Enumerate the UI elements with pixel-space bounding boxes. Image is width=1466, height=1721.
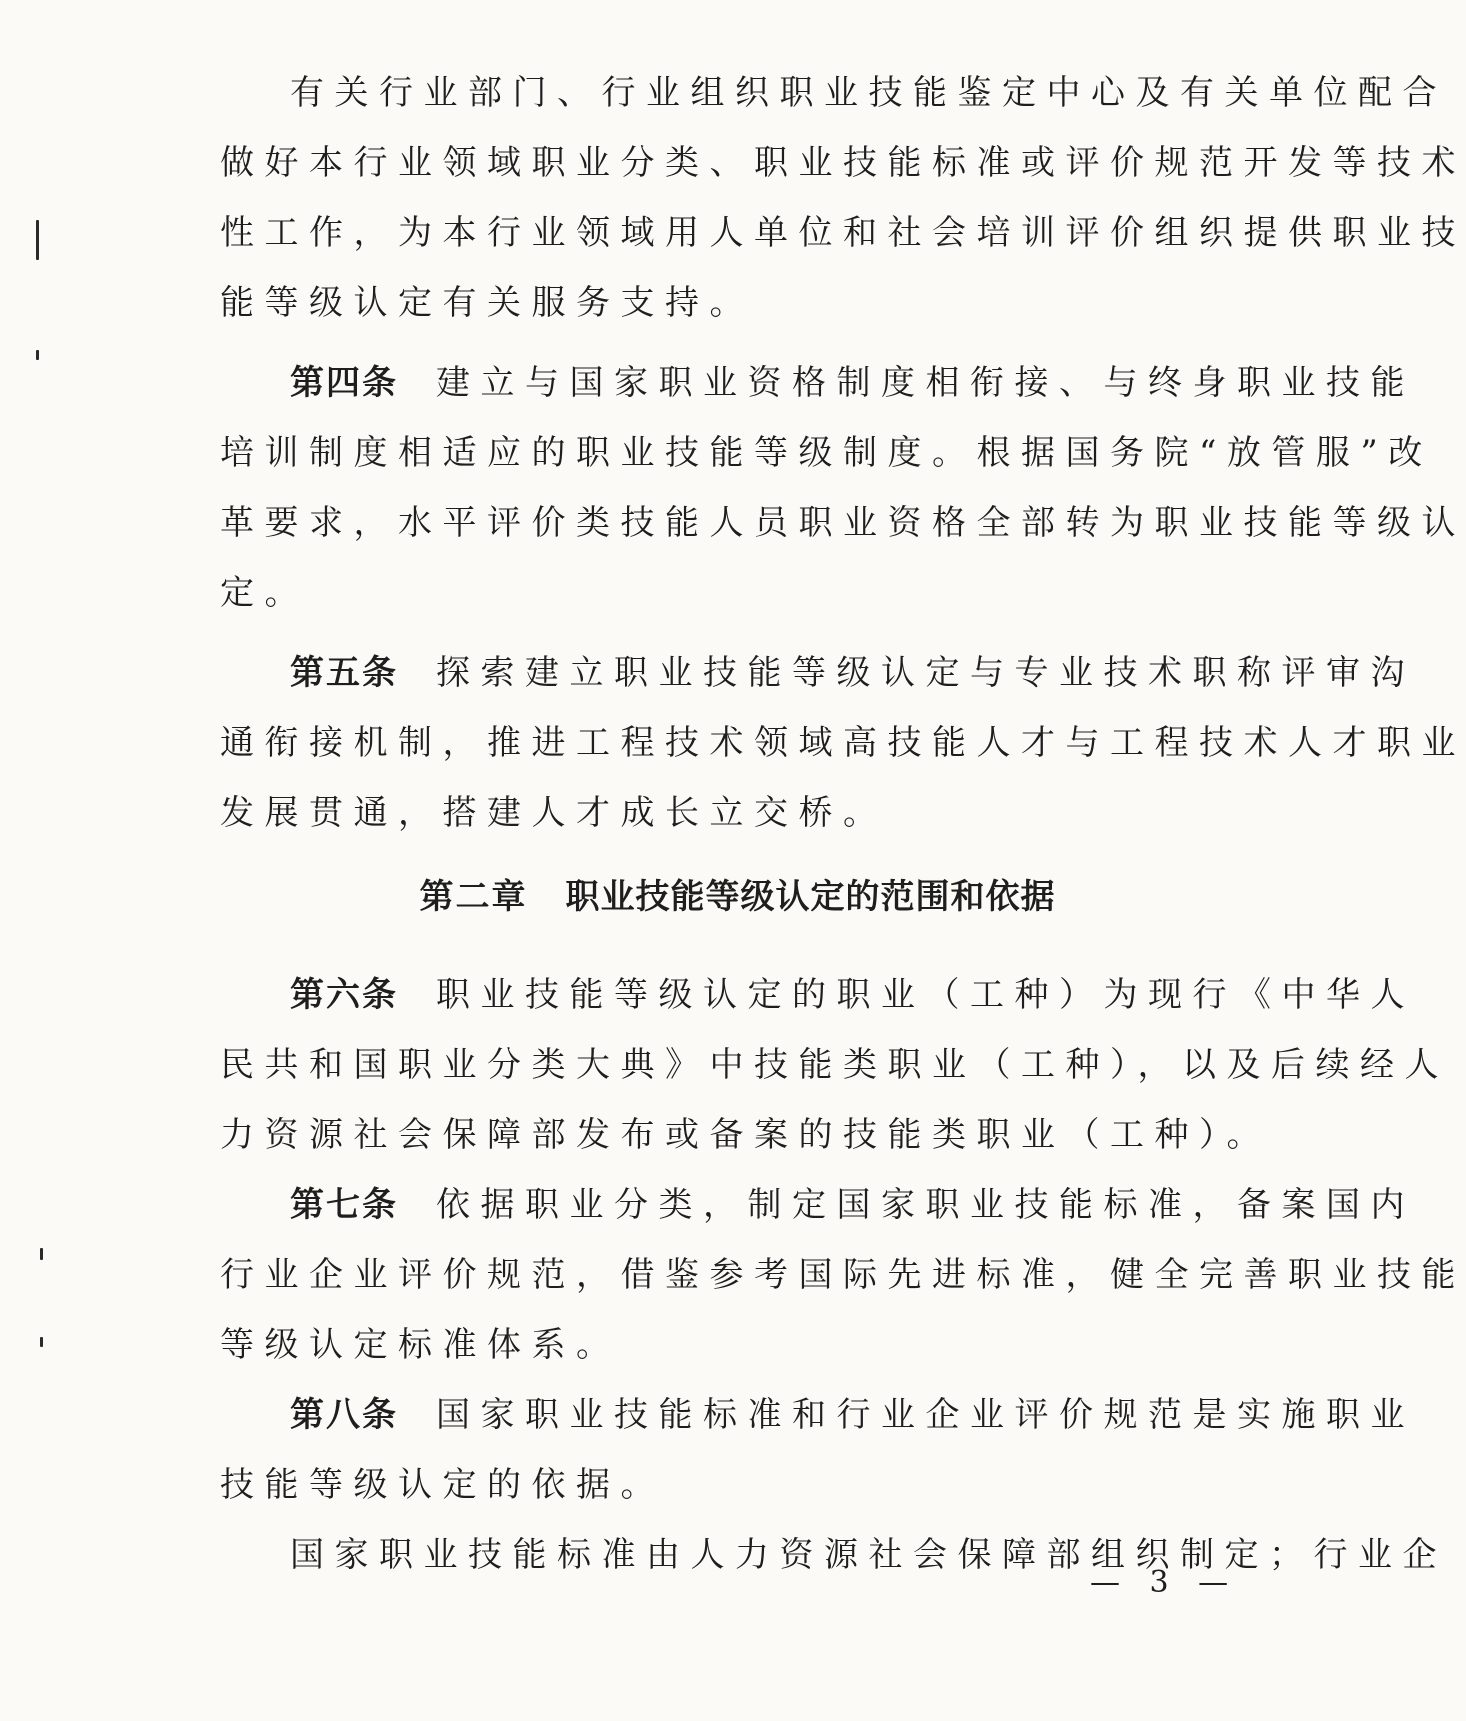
text-line: 通衔接机制，推进工程技术领域高技能人才与工程技术人才职业 xyxy=(220,723,1466,763)
article-4 xyxy=(220,348,1466,628)
text-line: 培训制度相适应的职业技能等级制度。根据国务院“放管服”改 xyxy=(220,433,1433,473)
text-line: 有关行业部门、行业组织职业技能鉴定中心及有关单位配合 xyxy=(290,73,1447,113)
text-segment: 依据职业分类，制定国家职业技能标准，备案国内 xyxy=(436,1185,1415,1225)
text-line: 技能等级认定的依据。 xyxy=(220,1465,665,1505)
text-line: 民共和国职业分类大典》中技能类职业（工种），以及后续经人 xyxy=(220,1045,1449,1085)
binding-mark xyxy=(40,1248,43,1260)
article-6 xyxy=(220,960,1449,1170)
text-segment: 国家职业技能标准和行业企业评价规范是实施职业 xyxy=(436,1395,1415,1435)
article-8 xyxy=(220,1380,1415,1520)
article-label: 第七条 xyxy=(290,1185,398,1225)
document-body xyxy=(220,58,1466,1590)
text-line: 行业企业评价规范，借鉴参考国际先进标准，健全完善职业技能 xyxy=(220,1255,1466,1295)
text-segment: 探索建立职业技能等级认定与专业技术职称评审沟 xyxy=(436,653,1415,693)
chapter-heading xyxy=(220,862,1255,932)
article-label: 第六条 xyxy=(290,975,398,1015)
article-first-line xyxy=(220,1170,1415,1240)
text-line: 发展贯通，搭建人才成长立交桥。 xyxy=(220,793,888,833)
text-line: 做好本行业领域职业分类、职业技能标准或评价规范开发等技术 xyxy=(220,143,1466,183)
article-first-line xyxy=(220,1380,1415,1450)
chapter-title: 职业技能等级认定的范围和依据 xyxy=(565,877,1056,917)
text-line: 定。 xyxy=(220,573,309,613)
text-line: 等级认定标准体系。 xyxy=(220,1325,621,1365)
text-line: 能等级认定有关服务支持。 xyxy=(220,283,754,323)
text-line: 力资源社会保障部发布或备案的技能类职业（工种）。 xyxy=(220,1115,1271,1155)
text-segment: 建立与国家职业资格制度相衔接、与终身职业技能 xyxy=(436,363,1415,403)
article-first-line xyxy=(220,638,1415,708)
text-segment: 职业技能等级认定的职业（工种）为现行《中华人 xyxy=(436,975,1415,1015)
article-first-line xyxy=(220,960,1415,1030)
binding-mark xyxy=(36,350,39,360)
article-7 xyxy=(220,1170,1466,1380)
article-5 xyxy=(220,638,1466,848)
page-number: — 3 — xyxy=(1090,1565,1239,1600)
article-first-line xyxy=(220,348,1415,418)
text-line: 革要求，水平评价类技能人员职业资格全部转为职业技能等级认 xyxy=(220,503,1466,543)
article-label: 第四条 xyxy=(290,363,398,403)
text-line: 性工作，为本行业领域用人单位和社会培训评价组织提供职业技 xyxy=(220,213,1466,253)
article-label: 第五条 xyxy=(290,653,398,693)
binding-mark xyxy=(40,1337,43,1347)
chapter-number: 第二章 xyxy=(419,877,528,917)
paragraph-continued xyxy=(220,58,1466,338)
binding-mark xyxy=(36,220,39,260)
article-label: 第八条 xyxy=(290,1395,398,1435)
text-line: 国家职业技能标准由人力资源社会保障部组织制定；行业企 xyxy=(290,1535,1447,1575)
